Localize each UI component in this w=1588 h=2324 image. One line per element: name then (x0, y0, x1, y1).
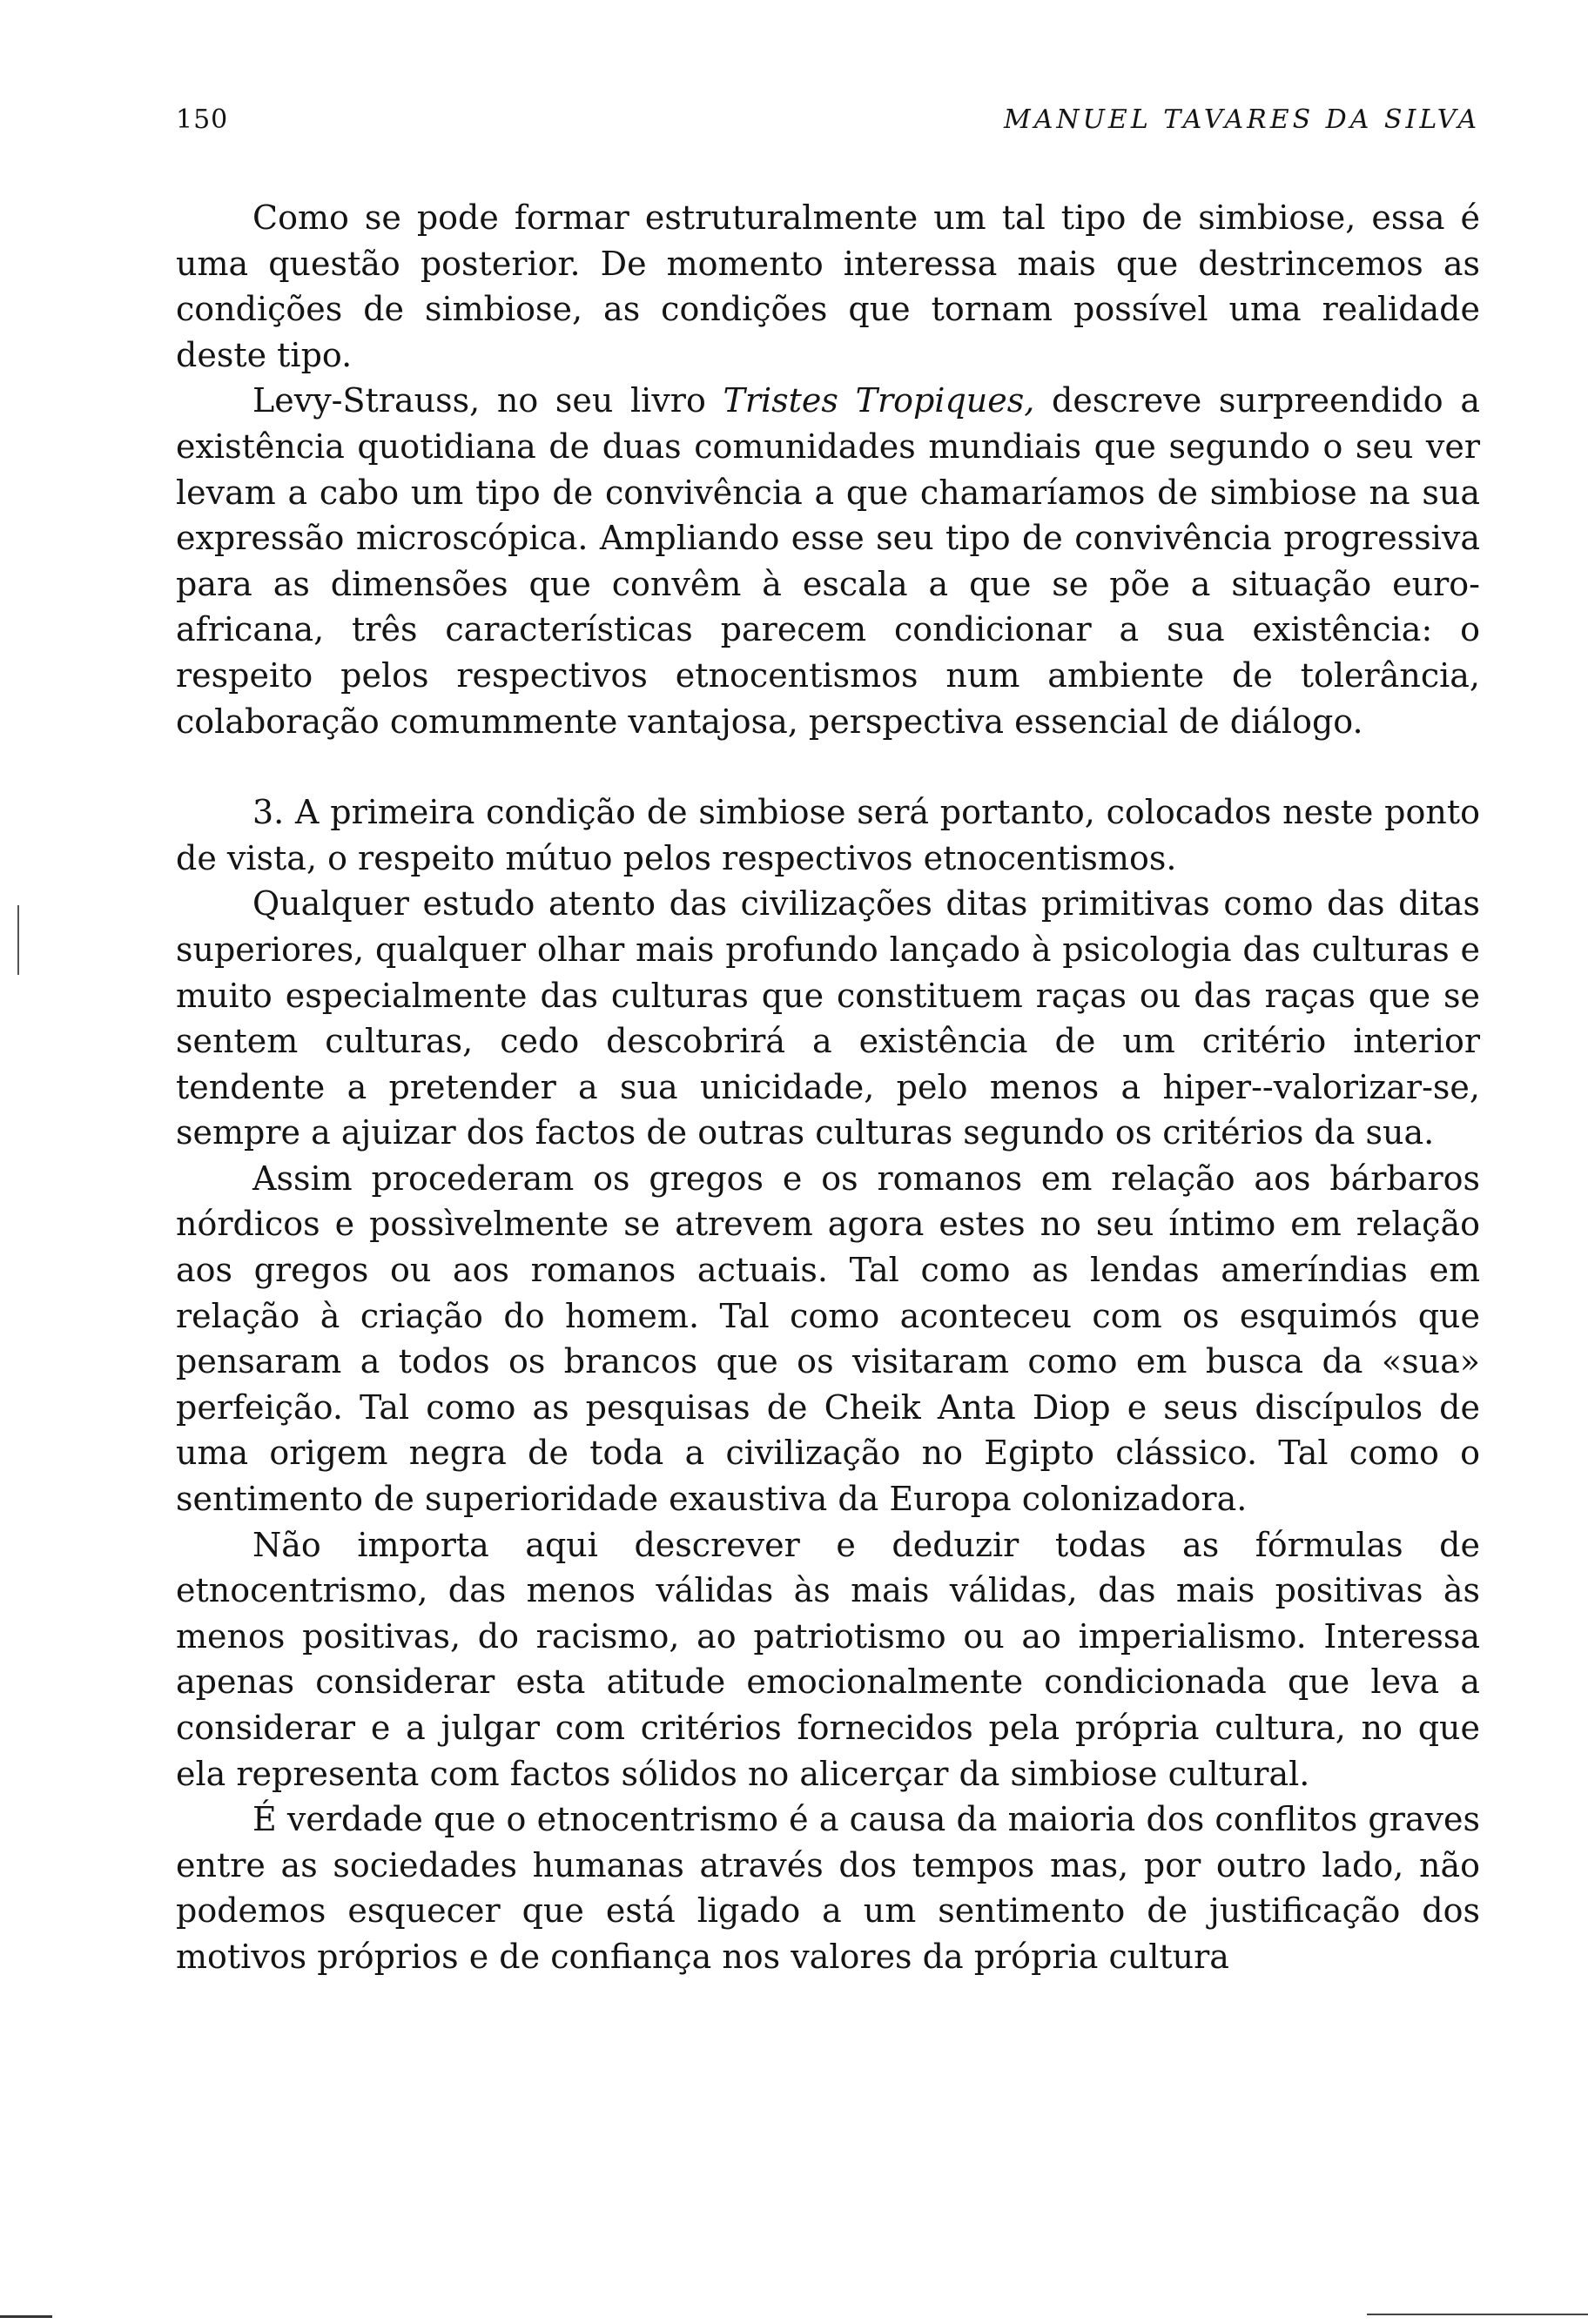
paragraph-2 (176, 378, 1480, 744)
margin-scan-mark (17, 905, 19, 975)
page-number: 150 (176, 104, 229, 135)
paragraph-2-end: descreve surpreendido a existência quotidiana de duas comunidades mundiais que segundo o seu ver levam a cabo um tipo de convivência a que chamaríamos de simbiose na sua expressão microscópica. Ampliando esse seu tipo de convivência progressiva para as dimensões que convêm à escala a que se põe a situação euro-africana, três características parecem condicionar a sua existência: o respeito pelos respectivos etnocentismos num ambiente de tolerância, colaboração comummente vantajosa, perspectiva essencial de diálogo. (176, 381, 1480, 741)
paragraph-2-start: Levy-Strauss, no seu livro (252, 381, 723, 420)
scan-edge-mark-right (1367, 2314, 1588, 2315)
book-title: Tristes Tropiques, (723, 381, 1035, 420)
paragraph-3: 3. A primeira condição de simbiose será portanto, colocados neste ponto de vista, o respeito mútuo pelos respectivos etnocentismos. (176, 793, 1480, 877)
paragraph-4: Qualquer estudo atento das civilizações ditas primitivas como das ditas superiores, qualquer olhar mais profundo lançado à psicologia das culturas e muito especialmente das culturas que constituem raças ou das raças que se sentem culturas, cedo descobrirá a existência de um critério interior tendente a pretender a sua unicidade, pelo menos a hiper--valorizar-se, sempre a ajuizar dos factos de outras culturas segundo os critérios da sua. (176, 884, 1480, 1152)
paragraph-6: Não importa aqui descrever e deduzir todas as fórmulas de etnocentrismo, das menos válidas às mais válidas, das mais positivas às menos positivas, do racismo, ao patriotismo ou ao imperialismo. Interessa apenas considerar esta atitude emocionalmente condicionada que leva a considerar e a julgar com critérios fornecidos pela própria cultura, no que ela representa com factos sólidos no alicerçar da simbiose cultural. (176, 1525, 1480, 1793)
book-page (176, 104, 1480, 1980)
paragraph-5: Assim procederam os gregos e os romanos em relação aos bárbaros nórdicos e possìvelmente se atrevem agora estes no seu íntimo em relação aos gregos ou aos romanos actuais. Tal como as lendas ameríndias em relação à criação do homem. Tal como aconteceu com os esquimós que pensaram a todos os brancos que os visitaram como em busca da «sua» perfeição. Tal como as pesquisas de Cheik Anta Diop e seus discípulos de uma origem negra de toda a civilização no Egipto clássico. Tal como o sentimento de superioridade exaustiva da Europa colonizadora. (176, 1159, 1480, 1519)
paragraph-1: Como se pode formar estruturalmente um tal tipo de simbiose, essa é uma questão posterior. De momento interessa mais que destrincemos as condições de simbiose, as condições que tornam possível uma realidade deste tipo. (176, 198, 1480, 374)
running-head (176, 104, 1480, 157)
paragraph-7: É verdade que o etnocentrismo é a causa da maioria dos conflitos graves entre as sociedades humanas através dos tempos mas, por outro lado, não podemos esquecer que está ligado a um sentimento de justificação dos motivos próprios e de confiança nos valores da própria cultura (176, 1800, 1480, 1976)
scan-edge-mark-left (0, 2315, 52, 2318)
body-text (176, 195, 1480, 1980)
running-title: MANUEL TAVARES DA SILVA (1004, 104, 1480, 135)
